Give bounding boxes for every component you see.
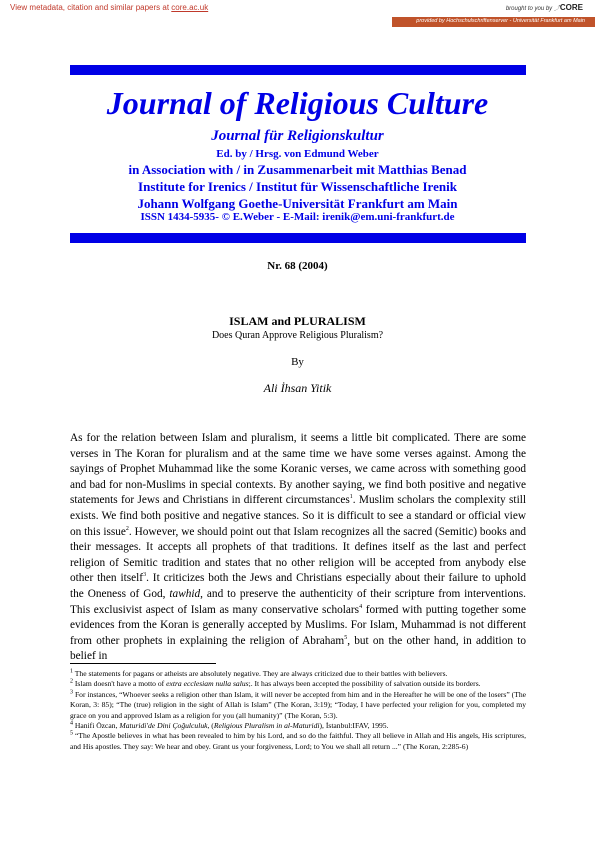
footnote-number: 3	[70, 689, 73, 696]
editor-line: Ed. by / Hrsg. von Edmund Weber	[216, 148, 379, 160]
footnote-number: 5	[70, 730, 73, 737]
footnote-ref[interactable]: 2	[125, 525, 129, 532]
core-logo-icon: ⤴	[553, 6, 560, 12]
core-link-site[interactable]: core.ac.uk	[171, 3, 209, 12]
footnote-text: Hanifi Özcan,	[73, 721, 120, 731]
footnote-text: The statements for pagans or atheists are absolutely negative. They are always criticized due to their battles with believers.	[73, 669, 448, 678]
footnote-5	[70, 731, 526, 752]
footnote-3	[70, 690, 526, 721]
footnote-1	[70, 669, 526, 679]
footnote-text: ), İstanbul:IFAV, 1995.	[319, 721, 389, 731]
footnote-italic: extra ecclesiam nulla salus	[166, 679, 249, 689]
core-logo[interactable]: CORE	[559, 3, 583, 12]
university-line: Johann Wolfgang Goethe-Universität Frankfurt am Main	[137, 196, 458, 211]
footnotes	[70, 669, 526, 752]
byline-label: By	[291, 356, 304, 368]
footnote-2	[70, 679, 526, 689]
institute-line: Institute for Irenics / Institut für Wissenschaftliche Irenik	[138, 179, 457, 194]
footnote-number: 1	[70, 668, 73, 675]
footnote-text: “The Apostle believes in what has been revealed to him by his Lord, and so do the faithful. They all believe in Allah and His angels, His scriptures, and His apostles. They say: We hear and obey. Grant us your forgiveness, Lord; to You we shall all return ...” (The Koran, 2:285-6)	[70, 731, 526, 751]
footnote-text: ;. It has always been accepted the possibility of salvation outside its borders.	[248, 679, 481, 689]
association-line: in Association with / in Zusammenarbeit mit Matthias Benad	[128, 162, 467, 177]
footnote-ref[interactable]: 1	[349, 494, 353, 501]
footnote-text: , (	[207, 721, 214, 731]
core-link-prefix: View metadata, citation and similar papers at	[10, 3, 172, 12]
footnote-4	[70, 721, 526, 731]
text-run: . Muslim scholars the complexity still exists. We find both positive and negative stances. So it is difficult to see a standard or official view on this issue	[70, 494, 526, 538]
core-banner	[0, 0, 595, 16]
footnote-ref[interactable]: 3	[143, 572, 147, 579]
footnote-number: 2	[70, 678, 73, 685]
body-paragraph	[70, 431, 526, 665]
footnote-italic: Religious Pluralism in al-Maturidi	[213, 721, 320, 731]
footnote-ref[interactable]: 4	[359, 603, 363, 610]
text-run: formed with putting together some evidences from the Koran is generally accepted by Muslims. For Islam, Muhammad is not different from other prophets in explaining the religion of Abraham	[70, 603, 526, 647]
journal-title: Journal of Religious Culture	[106, 85, 489, 121]
issue-number: Nr. 68 (2004)	[267, 260, 328, 272]
footnote-italic: Maturidi'de Dini Çoğulculuk	[119, 721, 208, 731]
header-rule-top	[70, 65, 526, 75]
text-run: . It criticizes both the Jews and Christians especially about their failure to uphold the Oneness of God,	[70, 572, 526, 600]
footnote-ref[interactable]: 5	[344, 634, 348, 641]
footnote-divider	[70, 663, 216, 664]
provided-by-bar	[392, 17, 595, 27]
provided-by-text[interactable]: provided by Hochschulschriftenserver - Universität Frankfurt am Main	[416, 18, 585, 24]
header-rule-bottom	[70, 233, 526, 243]
core-brought-by	[506, 3, 583, 12]
paragraph-1	[70, 431, 526, 665]
journal-subtitle: Journal für Religionskultur	[211, 128, 384, 144]
article-subtitle: Does Quran Approve Religious Pluralism?	[211, 330, 384, 341]
article-title: ISLAM and PLURALISM	[229, 314, 366, 328]
author-name: Ali İhsan Yitik	[263, 381, 332, 395]
text-run: . However, we should point out that Islam recognizes all the sacred (Semitic) books and their messages. It accepts all prophets of that traditions. It defines itself as the last and perfect religion of Semitic tradition and states that no other religion will be accepted from anybody else other then itself	[70, 525, 526, 585]
text-run: , and to preserve the authenticity of their scripture from interventions. This exclusivist aspect of Islam as many conservative scholars	[70, 587, 526, 616]
text-run: , but on the other hand, in addition to belief in	[70, 634, 527, 663]
footnote-number: 4	[70, 720, 73, 727]
footnote-text: For instances, “Whoever seeks a religion other than Islam, it will never be accepted from him and in the Hereafter he will be one of the losers” (The Koran, 3: 85); “The (true) religion in the sight of Allah is Islam” (The Koran, 3:19); “Today, I have perfected your religion for you, completed my grace on you and approved Islam as a religion for you (all humanity)” (The Koran, 5:3).	[70, 689, 526, 720]
text-run: As for the relation between Islam and pluralism, it seems a little bit complicated. There are some verses in The Koran for pluralism and at the same time we have some verses against. Among the sayings of Prophet Muhammad like the some Koranic verses, we came across with something good and bad for non-Muslims in special contexts. By another saying, we find both positive and negative statements for Jews and Christians in different circumstances	[70, 432, 526, 507]
issn-line: ISSN 1434-5935- © E.Weber - E-Mail: irenik@em.uni-frankfurt.de	[140, 211, 455, 223]
brought-text: brought to you by	[505, 6, 553, 12]
core-metadata-link[interactable]	[10, 3, 208, 12]
italic-term: tawhid	[169, 587, 201, 600]
footnote-text: Islam doesn't have a motto of	[73, 679, 167, 689]
